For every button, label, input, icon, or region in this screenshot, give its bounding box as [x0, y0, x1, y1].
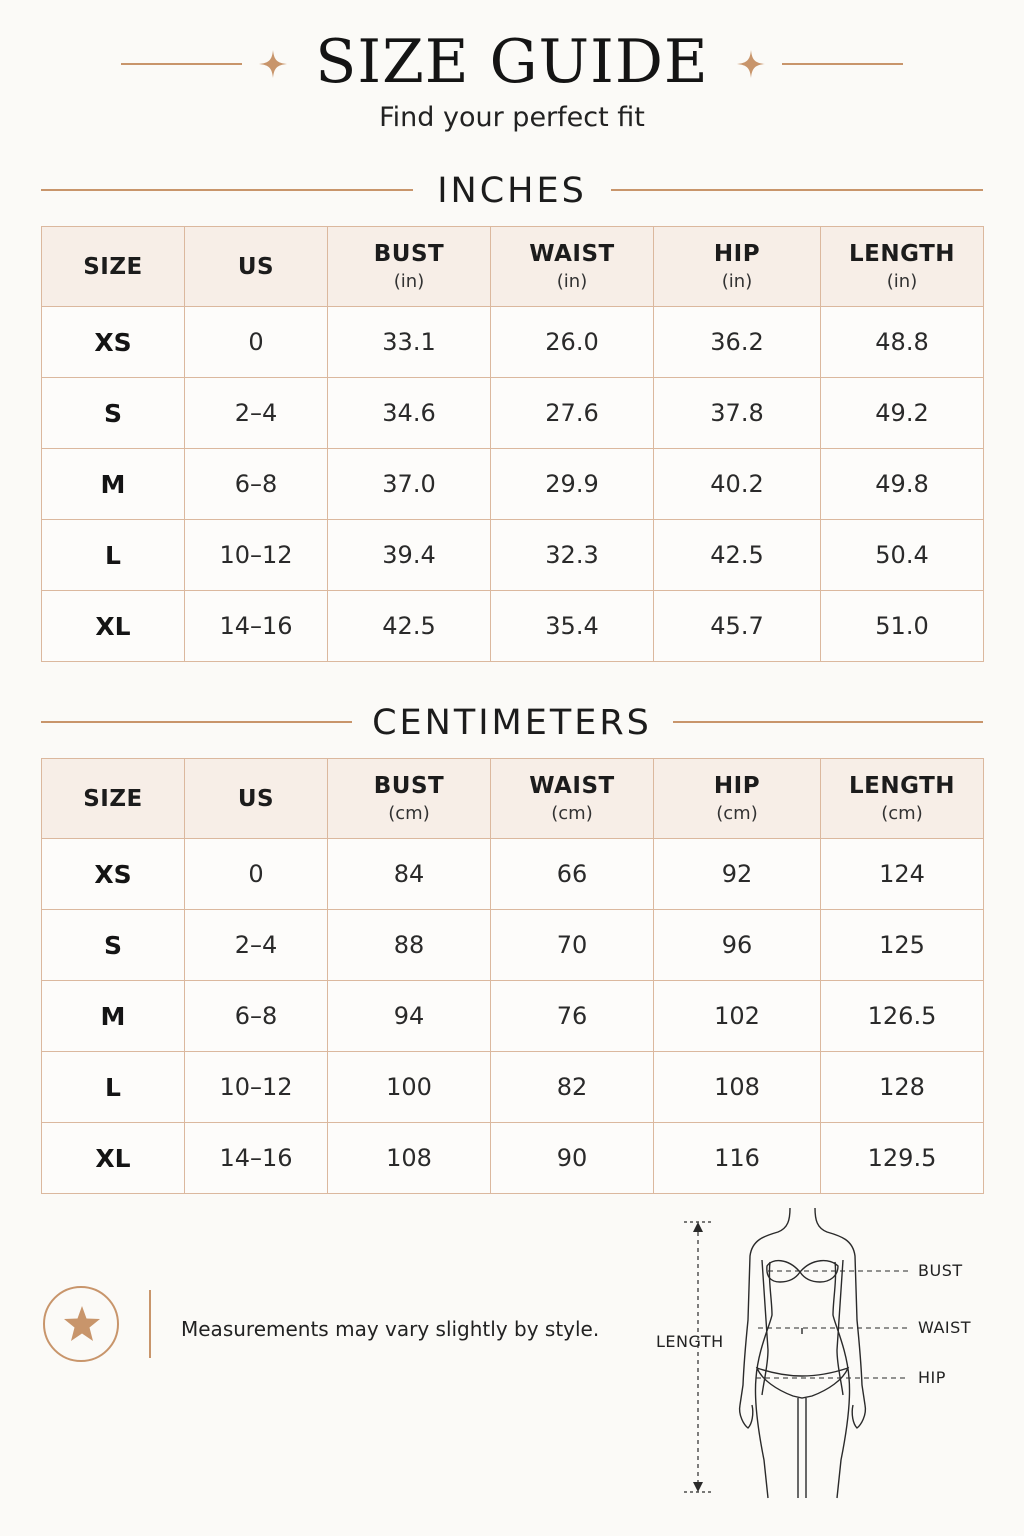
- us-cell: 2–4: [185, 378, 328, 449]
- header-label: WAIST: [529, 241, 615, 267]
- bust-cell: 34.6: [328, 378, 491, 449]
- size-cell: M: [42, 449, 185, 520]
- waist-cell: 27.6: [491, 378, 654, 449]
- header-unit: (cm): [881, 803, 923, 824]
- waist-cell: 90: [491, 1123, 654, 1194]
- bust-cell: 84: [328, 839, 491, 910]
- us-cell: 10–12: [185, 520, 328, 591]
- table-header-row: [42, 227, 984, 307]
- page-header: [0, 0, 1024, 150]
- header-hip: [654, 759, 821, 839]
- waist-cell: 66: [491, 839, 654, 910]
- header-hip: [654, 227, 821, 307]
- table-row: [42, 1052, 984, 1123]
- size-cell: L: [42, 520, 185, 591]
- length-cell: 124: [821, 839, 984, 910]
- header-unit: (in): [393, 271, 425, 292]
- size-cell: M: [42, 981, 185, 1052]
- section-rule-right: [673, 721, 983, 723]
- table-row: [42, 378, 984, 449]
- header-label: LENGTH: [848, 241, 956, 267]
- header-unit: (cm): [388, 803, 430, 824]
- bust-cell: 88: [328, 910, 491, 981]
- waist-cell: 70: [491, 910, 654, 981]
- length-cell: 128: [821, 1052, 984, 1123]
- waist-cell: 32.3: [491, 520, 654, 591]
- bust-cell: 39.4: [328, 520, 491, 591]
- table-row: [42, 839, 984, 910]
- bust-cell: 94: [328, 981, 491, 1052]
- size-cell: XS: [42, 839, 185, 910]
- us-cell: 10–12: [185, 1052, 328, 1123]
- header-unit: (cm): [551, 803, 593, 824]
- header-label: BUST: [373, 241, 445, 267]
- table-row: [42, 981, 984, 1052]
- length-cell: 49.2: [821, 378, 984, 449]
- body-measurement-figure: [640, 1200, 1024, 1536]
- bust-cell: 42.5: [328, 591, 491, 662]
- us-cell: 6–8: [185, 449, 328, 520]
- table-row: [42, 910, 984, 981]
- page-title: SIZE GUIDE: [315, 27, 709, 97]
- hip-cell: 40.2: [654, 449, 821, 520]
- size-cell: XL: [42, 1123, 185, 1194]
- header-unit: (in): [721, 271, 753, 292]
- bust-cell: 108: [328, 1123, 491, 1194]
- header-size: [42, 759, 185, 839]
- centimeters-table: [41, 758, 984, 1194]
- size-cell: L: [42, 1052, 185, 1123]
- table-row: [42, 1123, 984, 1194]
- table-row: [42, 591, 984, 662]
- length-label: LENGTH: [656, 1332, 724, 1351]
- header-label: BUST: [373, 773, 445, 799]
- hip-cell: 96: [654, 910, 821, 981]
- table-row: [42, 449, 984, 520]
- header-label: US: [237, 785, 275, 812]
- header-label: SIZE: [83, 253, 143, 280]
- waist-cell: 35.4: [491, 591, 654, 662]
- hip-cell: 37.8: [654, 378, 821, 449]
- size-cell: XL: [42, 591, 185, 662]
- length-cell: 126.5: [821, 981, 984, 1052]
- header-label: US: [237, 253, 275, 280]
- waist-cell: 76: [491, 981, 654, 1052]
- header-length: [821, 227, 984, 307]
- length-cell: 48.8: [821, 307, 984, 378]
- hip-cell: 102: [654, 981, 821, 1052]
- header-label: LENGTH: [848, 773, 956, 799]
- header-unit: (cm): [716, 803, 758, 824]
- size-cell: XS: [42, 307, 185, 378]
- waist-cell: 29.9: [491, 449, 654, 520]
- hip-cell: 42.5: [654, 520, 821, 591]
- sparkle-icon: [736, 49, 766, 79]
- hip-cell: 116: [654, 1123, 821, 1194]
- header-label: SIZE: [83, 785, 143, 812]
- header-label: WAIST: [529, 773, 615, 799]
- header-label: HIP: [713, 241, 761, 267]
- bust-label: BUST: [918, 1261, 963, 1280]
- hip-cell: 45.7: [654, 591, 821, 662]
- size-cell: S: [42, 378, 185, 449]
- waist-cell: 82: [491, 1052, 654, 1123]
- us-cell: 0: [185, 307, 328, 378]
- hip-cell: 36.2: [654, 307, 821, 378]
- star-icon: [62, 1304, 102, 1344]
- inches-table: [41, 226, 984, 662]
- header-unit: (in): [556, 271, 588, 292]
- length-cell: 49.8: [821, 449, 984, 520]
- header-size: [42, 227, 185, 307]
- note-divider: [149, 1290, 151, 1358]
- us-cell: 6–8: [185, 981, 328, 1052]
- header-length: [821, 759, 984, 839]
- us-cell: 0: [185, 839, 328, 910]
- note-text: Measurements may vary slightly by style.: [181, 1317, 600, 1341]
- header-label: HIP: [713, 773, 761, 799]
- waist-cell: 26.0: [491, 307, 654, 378]
- table-row: [42, 307, 984, 378]
- header-bust: [328, 759, 491, 839]
- header-us: [185, 759, 328, 839]
- header-waist: [491, 759, 654, 839]
- hip-cell: 92: [654, 839, 821, 910]
- length-cell: 50.4: [821, 520, 984, 591]
- section-title-centimeters: CENTIMETERS: [372, 703, 652, 743]
- header-waist: [491, 227, 654, 307]
- length-cell: 51.0: [821, 591, 984, 662]
- section-rule-right: [611, 189, 983, 191]
- size-cell: S: [42, 910, 185, 981]
- table-row: [42, 520, 984, 591]
- bust-cell: 37.0: [328, 449, 491, 520]
- header-bust: [328, 227, 491, 307]
- header-unit: (in): [886, 271, 918, 292]
- section-title-inches: INCHES: [437, 171, 587, 211]
- us-cell: 2–4: [185, 910, 328, 981]
- header-rule-right: [782, 63, 903, 65]
- header-us: [185, 227, 328, 307]
- page-subtitle: Find your perfect fit: [379, 102, 645, 133]
- hip-label: HIP: [918, 1368, 946, 1387]
- bust-cell: 33.1: [328, 307, 491, 378]
- hip-cell: 108: [654, 1052, 821, 1123]
- star-badge: [43, 1286, 119, 1362]
- us-cell: 14–16: [185, 1123, 328, 1194]
- us-cell: 14–16: [185, 591, 328, 662]
- length-cell: 129.5: [821, 1123, 984, 1194]
- length-cell: 125: [821, 910, 984, 981]
- waist-label: WAIST: [918, 1318, 972, 1337]
- body-outline-illustration: [640, 1200, 1024, 1536]
- table-header-row: [42, 759, 984, 839]
- bust-cell: 100: [328, 1052, 491, 1123]
